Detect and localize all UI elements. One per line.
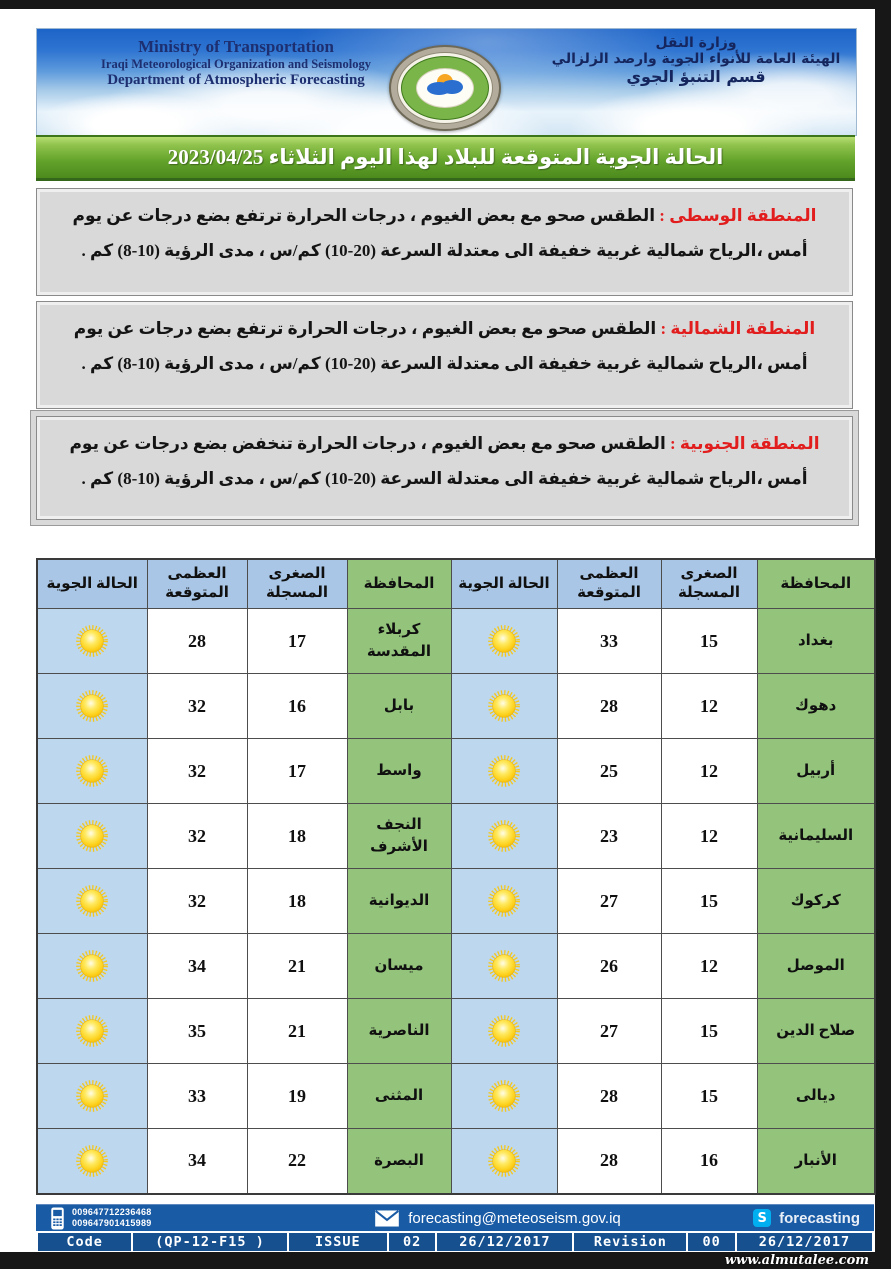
header-weather-condition: الحالة الجوية: [451, 559, 557, 609]
photo-bottom-border: [0, 1252, 891, 1269]
weather-condition-cell: [451, 674, 557, 739]
min-temp-cell: 12: [661, 934, 757, 999]
min-temp-cell: 12: [661, 804, 757, 869]
code-row-cell: 26/12/2017: [735, 1233, 872, 1251]
weather-condition-cell: [37, 739, 147, 804]
province-cell: دهوك: [757, 674, 875, 739]
ministry-name-ar: وزارة النقل: [655, 35, 737, 51]
header-weather-condition: الحالة الجوية: [37, 559, 147, 609]
min-temp-cell: 12: [661, 674, 757, 739]
min-temp-cell: 17: [247, 609, 347, 674]
min-temp-cell: 16: [661, 1129, 757, 1194]
min-temp-cell: 15: [661, 869, 757, 934]
code-row-cell: Code: [66, 1234, 103, 1250]
province-cell: الديوانية: [347, 869, 451, 934]
weather-condition-cell: [37, 674, 147, 739]
department-name-en: Department of Atmospheric Forecasting: [107, 72, 365, 88]
seal-green-ring: [401, 56, 489, 120]
weather-condition-cell: [451, 739, 557, 804]
max-temp-cell: 28: [557, 1129, 661, 1194]
region-forecast-box: [36, 416, 853, 520]
ministry-name-en: Ministry of Transportation: [138, 37, 334, 56]
min-temp-cell: 22: [247, 1129, 347, 1194]
phone-contact: [50, 1207, 305, 1230]
weather-condition-cell: [37, 1129, 147, 1194]
header-english-block: [51, 37, 421, 89]
skype-icon: S: [753, 1209, 771, 1227]
sun-icon: [485, 1142, 523, 1180]
province-cell: بغداد: [757, 609, 875, 674]
sun-icon: [73, 1142, 111, 1180]
min-temp-cell: 21: [247, 934, 347, 999]
weather-condition-cell: [451, 609, 557, 674]
table-row: [37, 999, 875, 1064]
max-temp-cell: 32: [147, 739, 247, 804]
organization-name-en: Iraqi Meteorological Organization and Seismology: [101, 57, 371, 71]
min-temp-cell: 12: [661, 739, 757, 804]
table-row: [37, 609, 875, 674]
sun-icon: [485, 622, 523, 660]
max-temp-cell: 23: [557, 804, 661, 869]
region-forecast-box: [36, 301, 853, 409]
region-name-label: المنطقة الجنوبية :: [665, 434, 820, 453]
sun-icon: [73, 622, 111, 660]
sun-icon: [485, 947, 523, 985]
phone-number-1: 009647712236468: [72, 1207, 152, 1218]
document-code-bar: [36, 1231, 874, 1253]
email-contact: [305, 1210, 690, 1227]
envelope-icon: [374, 1210, 400, 1227]
region-forecast-text: الطقس صحو مع بعض الغيوم ، درجات الحرارة ترتفع بضع درجات عن يوم أمس ،الرياح شمالية غربية خفيفة الى معتدلة السرعة (20-10) كم/س ، مدى الرؤية (10-8) كم .: [72, 206, 808, 260]
code-row-cell: ISSUE: [287, 1233, 387, 1251]
province-cell: أربيل: [757, 739, 875, 804]
site-watermark: www.almutalee.com: [724, 1253, 869, 1268]
seal-outer-ring: [397, 52, 493, 124]
header-min-recorded: الصغرى المسجلة: [661, 559, 757, 609]
province-cell: ميسان: [347, 934, 451, 999]
sun-icon: [73, 1012, 111, 1050]
weather-condition-cell: [451, 999, 557, 1064]
max-temp-cell: 28: [557, 1064, 661, 1129]
photo-right-border: [875, 0, 891, 1269]
region-name-label: المنطقة الشمالية :: [656, 319, 816, 338]
min-temp-cell: 16: [247, 674, 347, 739]
code-row-cell: Revision: [572, 1233, 686, 1251]
skype-contact: [690, 1209, 860, 1227]
header-max-expected: العظمى المتوقعة: [147, 559, 247, 609]
region-name-label: المنطقة الوسطى :: [655, 206, 817, 225]
header-province: المحافظة: [757, 559, 875, 609]
min-temp-cell: 15: [661, 999, 757, 1064]
table-row: [37, 1064, 875, 1129]
province-cell: الناصرية: [347, 999, 451, 1064]
weather-condition-cell: [37, 934, 147, 999]
province-cell: السليمانية: [757, 804, 875, 869]
weather-condition-cell: [451, 804, 557, 869]
department-name-ar: قسم التنبؤ الجوي: [626, 67, 766, 86]
province-cell: كربلاء المقدسة: [347, 609, 451, 674]
region-forecast-text: الطقس صحو مع بعض الغيوم ، درجات الحرارة تنخفض بضع درجات عن يوم أمس ،الرياح شمالية غربية خفيفة الى معتدلة السرعة (20-10) كم/س ، مدى الرؤية (10-8) كم .: [69, 434, 808, 488]
code-row-cell: 02: [387, 1233, 436, 1251]
footer-contact-bar: [36, 1204, 874, 1231]
max-temp-cell: 34: [147, 934, 247, 999]
province-cell: ديالى: [757, 1064, 875, 1129]
min-temp-cell: 15: [661, 609, 757, 674]
max-temp-cell: 25: [557, 739, 661, 804]
header-min-recorded: الصغرى المسجلة: [247, 559, 347, 609]
province-cell: صلاح الدين: [757, 999, 875, 1064]
report-title-bar: الحالة الجوية المتوقعة للبلاد لهذا اليوم الثلاثاء 2023/04/25: [36, 135, 855, 181]
province-cell: بابل: [347, 674, 451, 739]
sun-icon: [73, 947, 111, 985]
table-header-row: [37, 559, 875, 609]
sun-icon: [73, 752, 111, 790]
phone-icon: [50, 1207, 65, 1230]
phone-numbers: [72, 1207, 152, 1229]
max-temp-cell: 33: [147, 1064, 247, 1129]
weather-condition-cell: [37, 999, 147, 1064]
table-row: [37, 674, 875, 739]
organization-seal-logo: [389, 45, 501, 131]
min-temp-cell: 15: [661, 1064, 757, 1129]
weather-condition-cell: [451, 869, 557, 934]
sun-icon: [485, 752, 523, 790]
sun-icon: [73, 817, 111, 855]
max-temp-cell: 28: [557, 674, 661, 739]
seal-cloud-icon: [441, 80, 463, 94]
weather-condition-cell: [37, 1064, 147, 1129]
header-arabic-block: [546, 35, 846, 86]
seal-cloud-sun-emblem: [416, 68, 474, 108]
min-temp-cell: 19: [247, 1064, 347, 1129]
header-banner: [36, 28, 857, 136]
sun-icon: [485, 1077, 523, 1115]
max-temp-cell: 35: [147, 999, 247, 1064]
weather-condition-cell: [37, 869, 147, 934]
code-row-cell: (QP-12-F15 ): [131, 1233, 287, 1251]
max-temp-cell: 27: [557, 999, 661, 1064]
max-temp-cell: 34: [147, 1129, 247, 1194]
max-temp-cell: 33: [557, 609, 661, 674]
sun-icon: [485, 882, 523, 920]
province-cell: المثنى: [347, 1064, 451, 1129]
min-temp-cell: 18: [247, 869, 347, 934]
sun-icon: [485, 817, 523, 855]
code-row-cell: 26/12/2017: [435, 1233, 572, 1251]
weather-condition-cell: [37, 804, 147, 869]
table-row: [37, 934, 875, 999]
province-cell: النجف الأشرف: [347, 804, 451, 869]
organization-name-ar: الهيئة العامة للأنواء الجوية وارصد الزلزالي: [551, 51, 841, 67]
provinces-weather-table: [36, 558, 876, 1195]
sun-icon: [73, 882, 111, 920]
province-cell: كركوك: [757, 869, 875, 934]
code-row-cell: 00: [686, 1233, 735, 1251]
min-temp-cell: 21: [247, 999, 347, 1064]
region-forecast-text: الطقس صحو مع بعض الغيوم ، درجات الحرارة ترتفع بضع درجات عن يوم أمس ،الرياح شمالية غربية خفيفة الى معتدلة السرعة (20-10) كم/س ، مدى الرؤية (10-8) كم .: [73, 319, 808, 373]
max-temp-cell: 26: [557, 934, 661, 999]
email-address: forecasting@meteoseism.gov.iq: [408, 1209, 621, 1227]
table-row: [37, 869, 875, 934]
sun-icon: [485, 1012, 523, 1050]
sun-icon: [73, 687, 111, 725]
table-row: [37, 804, 875, 869]
weather-condition-cell: [451, 1064, 557, 1129]
region-forecast-box: [36, 188, 853, 296]
table-row: [37, 739, 875, 804]
province-cell: الأنبار: [757, 1129, 875, 1194]
weather-condition-cell: [37, 609, 147, 674]
weather-condition-cell: [451, 934, 557, 999]
phone-number-2: 009647901415989: [72, 1218, 152, 1228]
weather-condition-cell: [451, 1129, 557, 1194]
max-temp-cell: 27: [557, 869, 661, 934]
max-temp-cell: 32: [147, 674, 247, 739]
photo-top-border: [0, 0, 891, 9]
skype-username: forecasting: [779, 1209, 860, 1227]
table-row: [37, 1129, 875, 1194]
province-cell: واسط: [347, 739, 451, 804]
min-temp-cell: 18: [247, 804, 347, 869]
max-temp-cell: 32: [147, 804, 247, 869]
province-cell: البصرة: [347, 1129, 451, 1194]
header-province: المحافظة: [347, 559, 451, 609]
header-max-expected: العظمى المتوقعة: [557, 559, 661, 609]
max-temp-cell: 28: [147, 609, 247, 674]
sun-icon: [485, 687, 523, 725]
sun-icon: [73, 1077, 111, 1115]
max-temp-cell: 32: [147, 869, 247, 934]
min-temp-cell: 17: [247, 739, 347, 804]
province-cell: الموصل: [757, 934, 875, 999]
